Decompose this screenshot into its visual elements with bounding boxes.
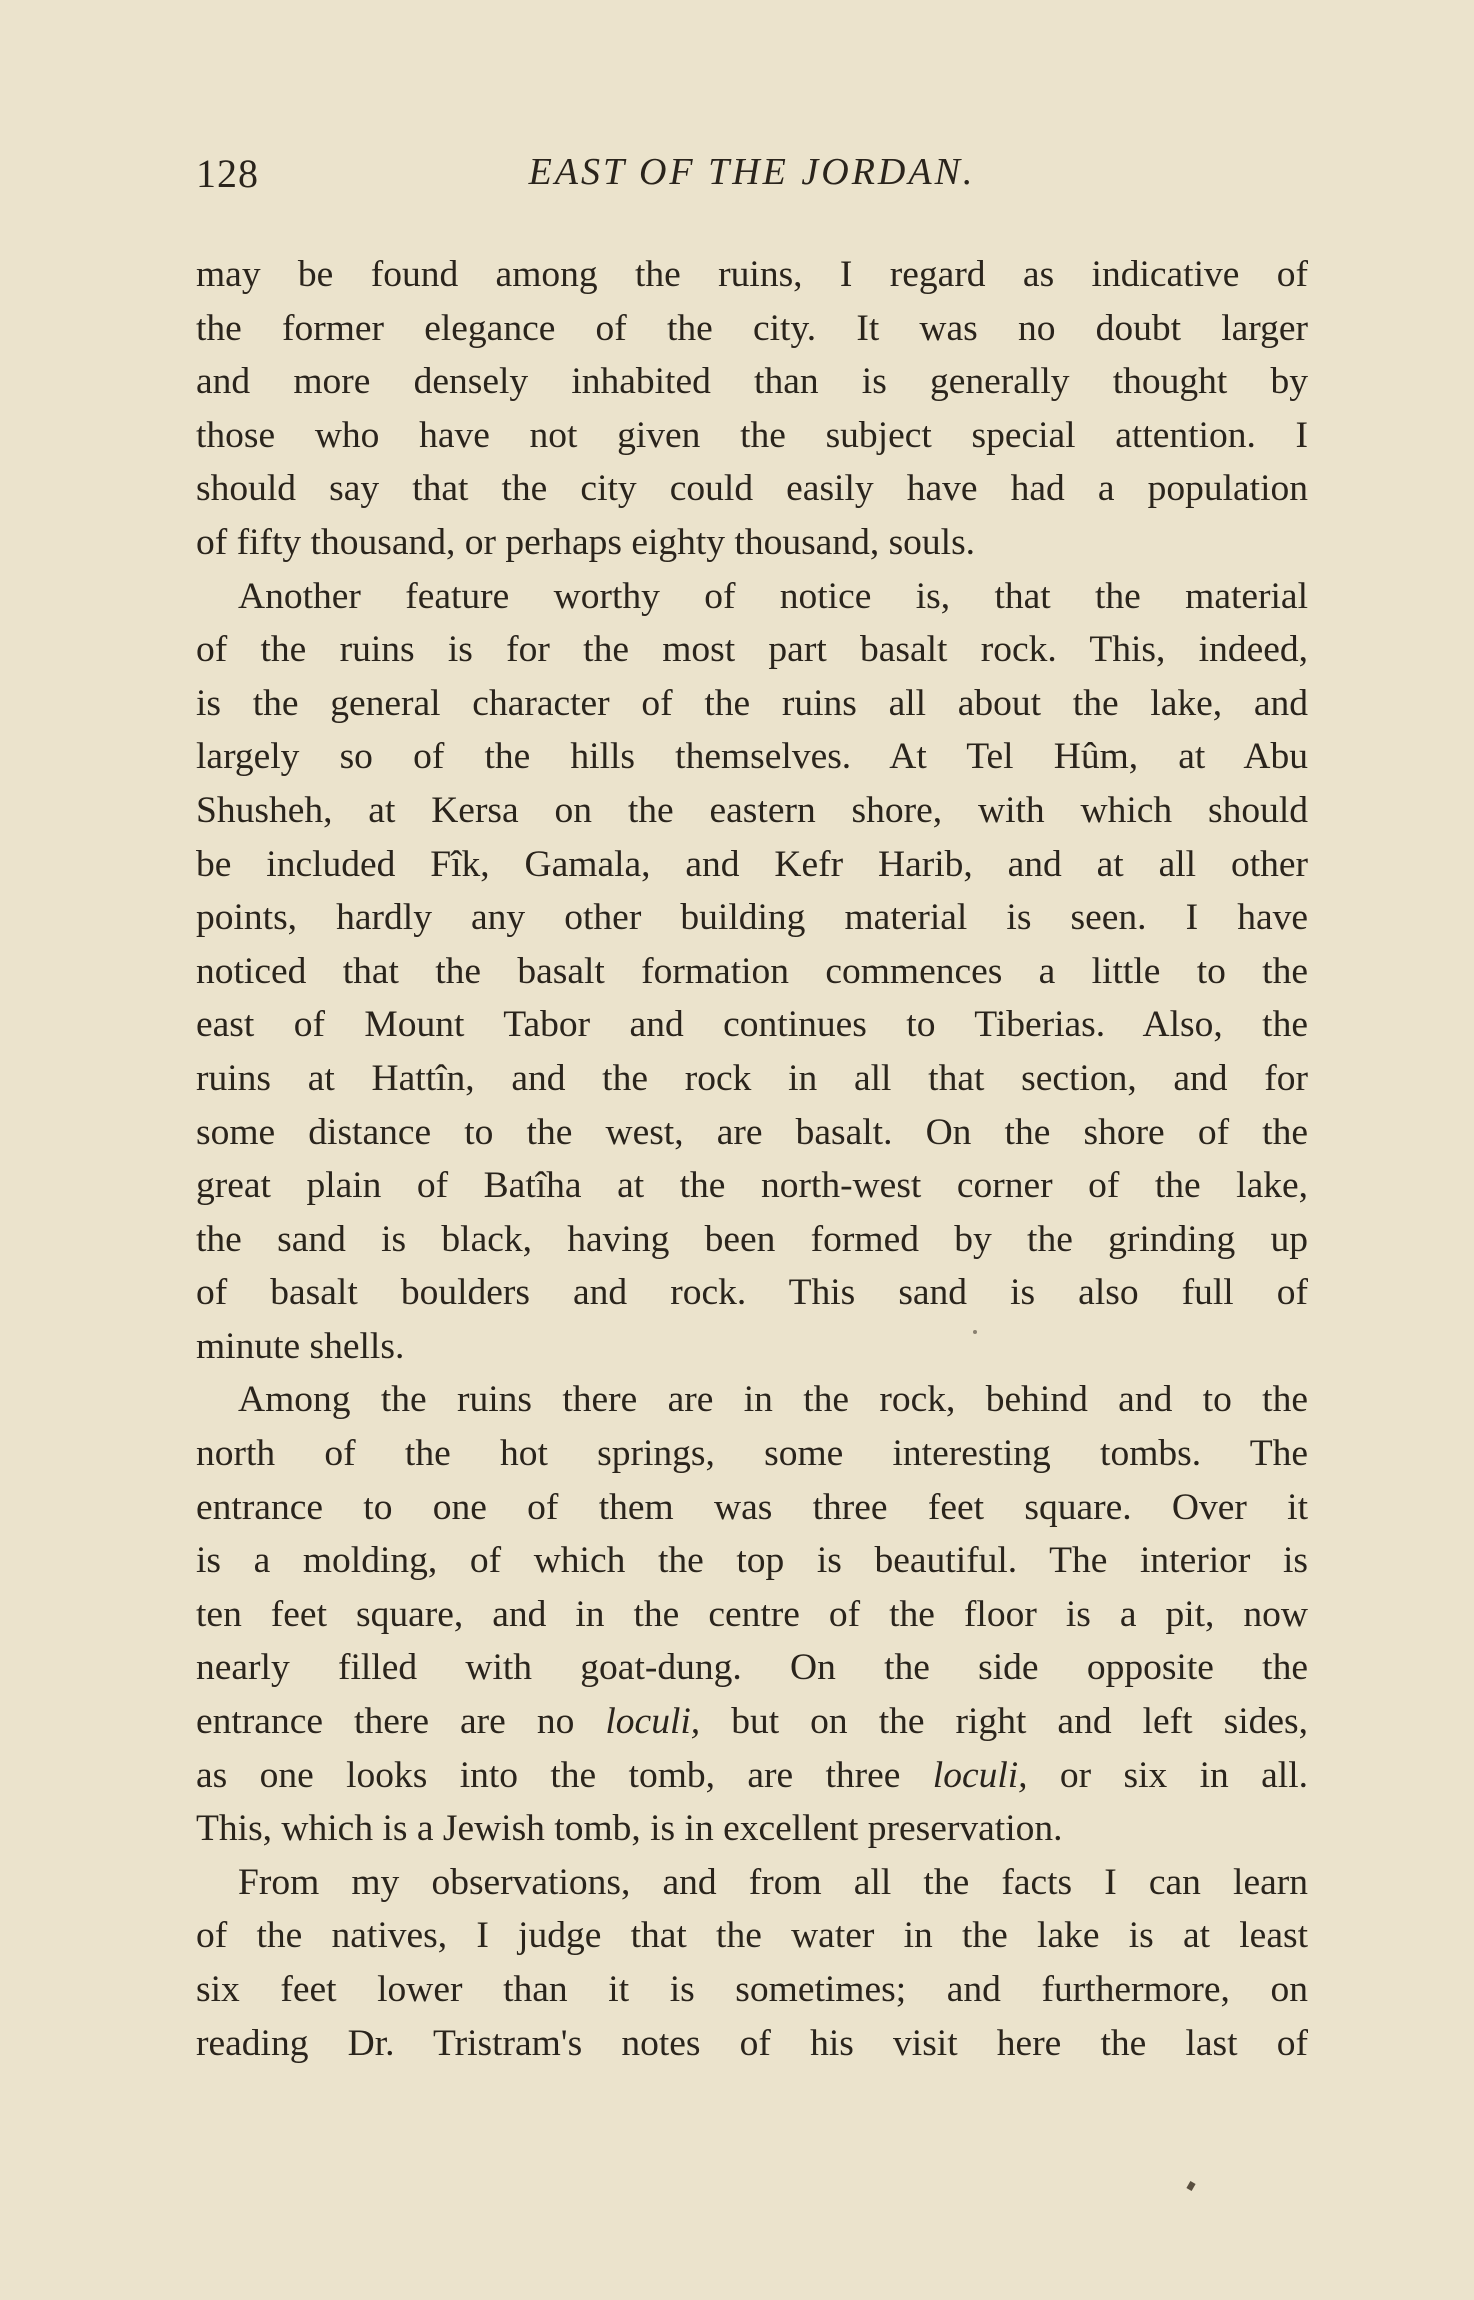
text-line: is the general character of the ruins all about the lake, and xyxy=(196,682,1308,724)
text-line: great plain of Batîha at the north-west corner of the lake, xyxy=(196,1165,1308,1207)
text-line: east of Mount Tabor and continues to Tiberias. Also, the xyxy=(196,1004,1308,1046)
text-line: Shusheh, at Kersa on the eastern shore, with which should xyxy=(196,789,1308,831)
text-line: of fifty thousand, or perhaps eighty thousand, souls. xyxy=(196,521,976,563)
text-line: of the ruins is for the most part basalt rock. This, indeed, xyxy=(196,629,1308,671)
text-line: north of the hot springs, some interesting tombs. The xyxy=(196,1433,1308,1475)
text-line: and more densely inhabited than is generally thought by xyxy=(196,361,1308,403)
text-segment: but on the right and left sides, xyxy=(700,1701,1308,1743)
text-line: This, which is a Jewish tomb, is in excellent preservation. xyxy=(196,1808,1063,1850)
text-line: of basalt boulders and rock. This sand is also full of xyxy=(196,1272,1308,1314)
paragraph-4 xyxy=(196,1856,1308,2070)
text-line: six feet lower than it is sometimes; and furthermore, on xyxy=(196,1969,1308,2010)
page-number: 128 xyxy=(196,151,259,196)
text-segment: as one looks into the tomb, are three xyxy=(196,1754,933,1796)
text-line: some distance to the west, are basalt. On the shore of the xyxy=(196,1111,1308,1153)
text-line: Another feature worthy of notice is, that the material xyxy=(238,575,1308,617)
print-speck xyxy=(973,1330,977,1334)
paragraph-3 xyxy=(196,1373,1308,1855)
text-line: ruins at Hattîn, and the rock in all that section, and for xyxy=(196,1057,1308,1099)
text-line: From my observations, and from all the facts I can learn xyxy=(238,1861,1308,1903)
running-title: EAST OF THE JORDAN. xyxy=(528,151,976,193)
text-line: the former elegance of the city. It was no doubt larger xyxy=(196,307,1308,349)
page-header xyxy=(196,150,1308,210)
text-line: reading Dr. Tristram's notes of his visit here the last of xyxy=(196,2022,1308,2064)
text-line: is a molding, of which the top is beautiful. The interior is xyxy=(196,1540,1308,1582)
text-segment: entrance there are no xyxy=(196,1701,606,1743)
text-line: largely so of the hills themselves. At Tel Hûm, at Abu xyxy=(196,736,1308,778)
text-line: points, hardly any other building material is seen. I have xyxy=(196,897,1308,939)
text-line: the sand is black, having been formed by the grinding up xyxy=(196,1218,1308,1260)
text-line: be included Fîk, Gamala, and Kefr Harib, and at all other xyxy=(196,843,1308,885)
paragraph-1 xyxy=(196,248,1308,570)
paragraph-2 xyxy=(196,570,1308,1374)
text-line: minute shells. xyxy=(196,1325,405,1367)
text-line xyxy=(196,1749,1308,1803)
text-line: noticed that the basalt formation commences a little to the xyxy=(196,950,1308,992)
text-segment: or six in all. xyxy=(1027,1754,1308,1796)
italic-term: loculi, xyxy=(932,1754,1028,1796)
text-line: ten feet square, and in the centre of the floor is a pit, now xyxy=(196,1593,1308,1635)
text-line: of the natives, I judge that the water in the lake is at least xyxy=(196,1915,1308,1957)
text-line: may be found among the ruins, I regard as indicative of xyxy=(196,254,1308,295)
text-line: should say that the city could easily have had a population xyxy=(196,468,1308,510)
text-line: entrance to one of them was three feet square. Over it xyxy=(196,1486,1308,1528)
text-line: nearly filled with goat-dung. On the side opposite the xyxy=(196,1647,1308,1689)
italic-term: loculi, xyxy=(605,1701,701,1743)
text-line: Among the ruins there are in the rock, behind and to the xyxy=(238,1379,1308,1421)
text-line xyxy=(196,1695,1308,1749)
body-text xyxy=(196,248,1308,2070)
print-speck xyxy=(1186,2181,1195,2191)
text-line: those who have not given the subject special attention. I xyxy=(196,414,1308,456)
